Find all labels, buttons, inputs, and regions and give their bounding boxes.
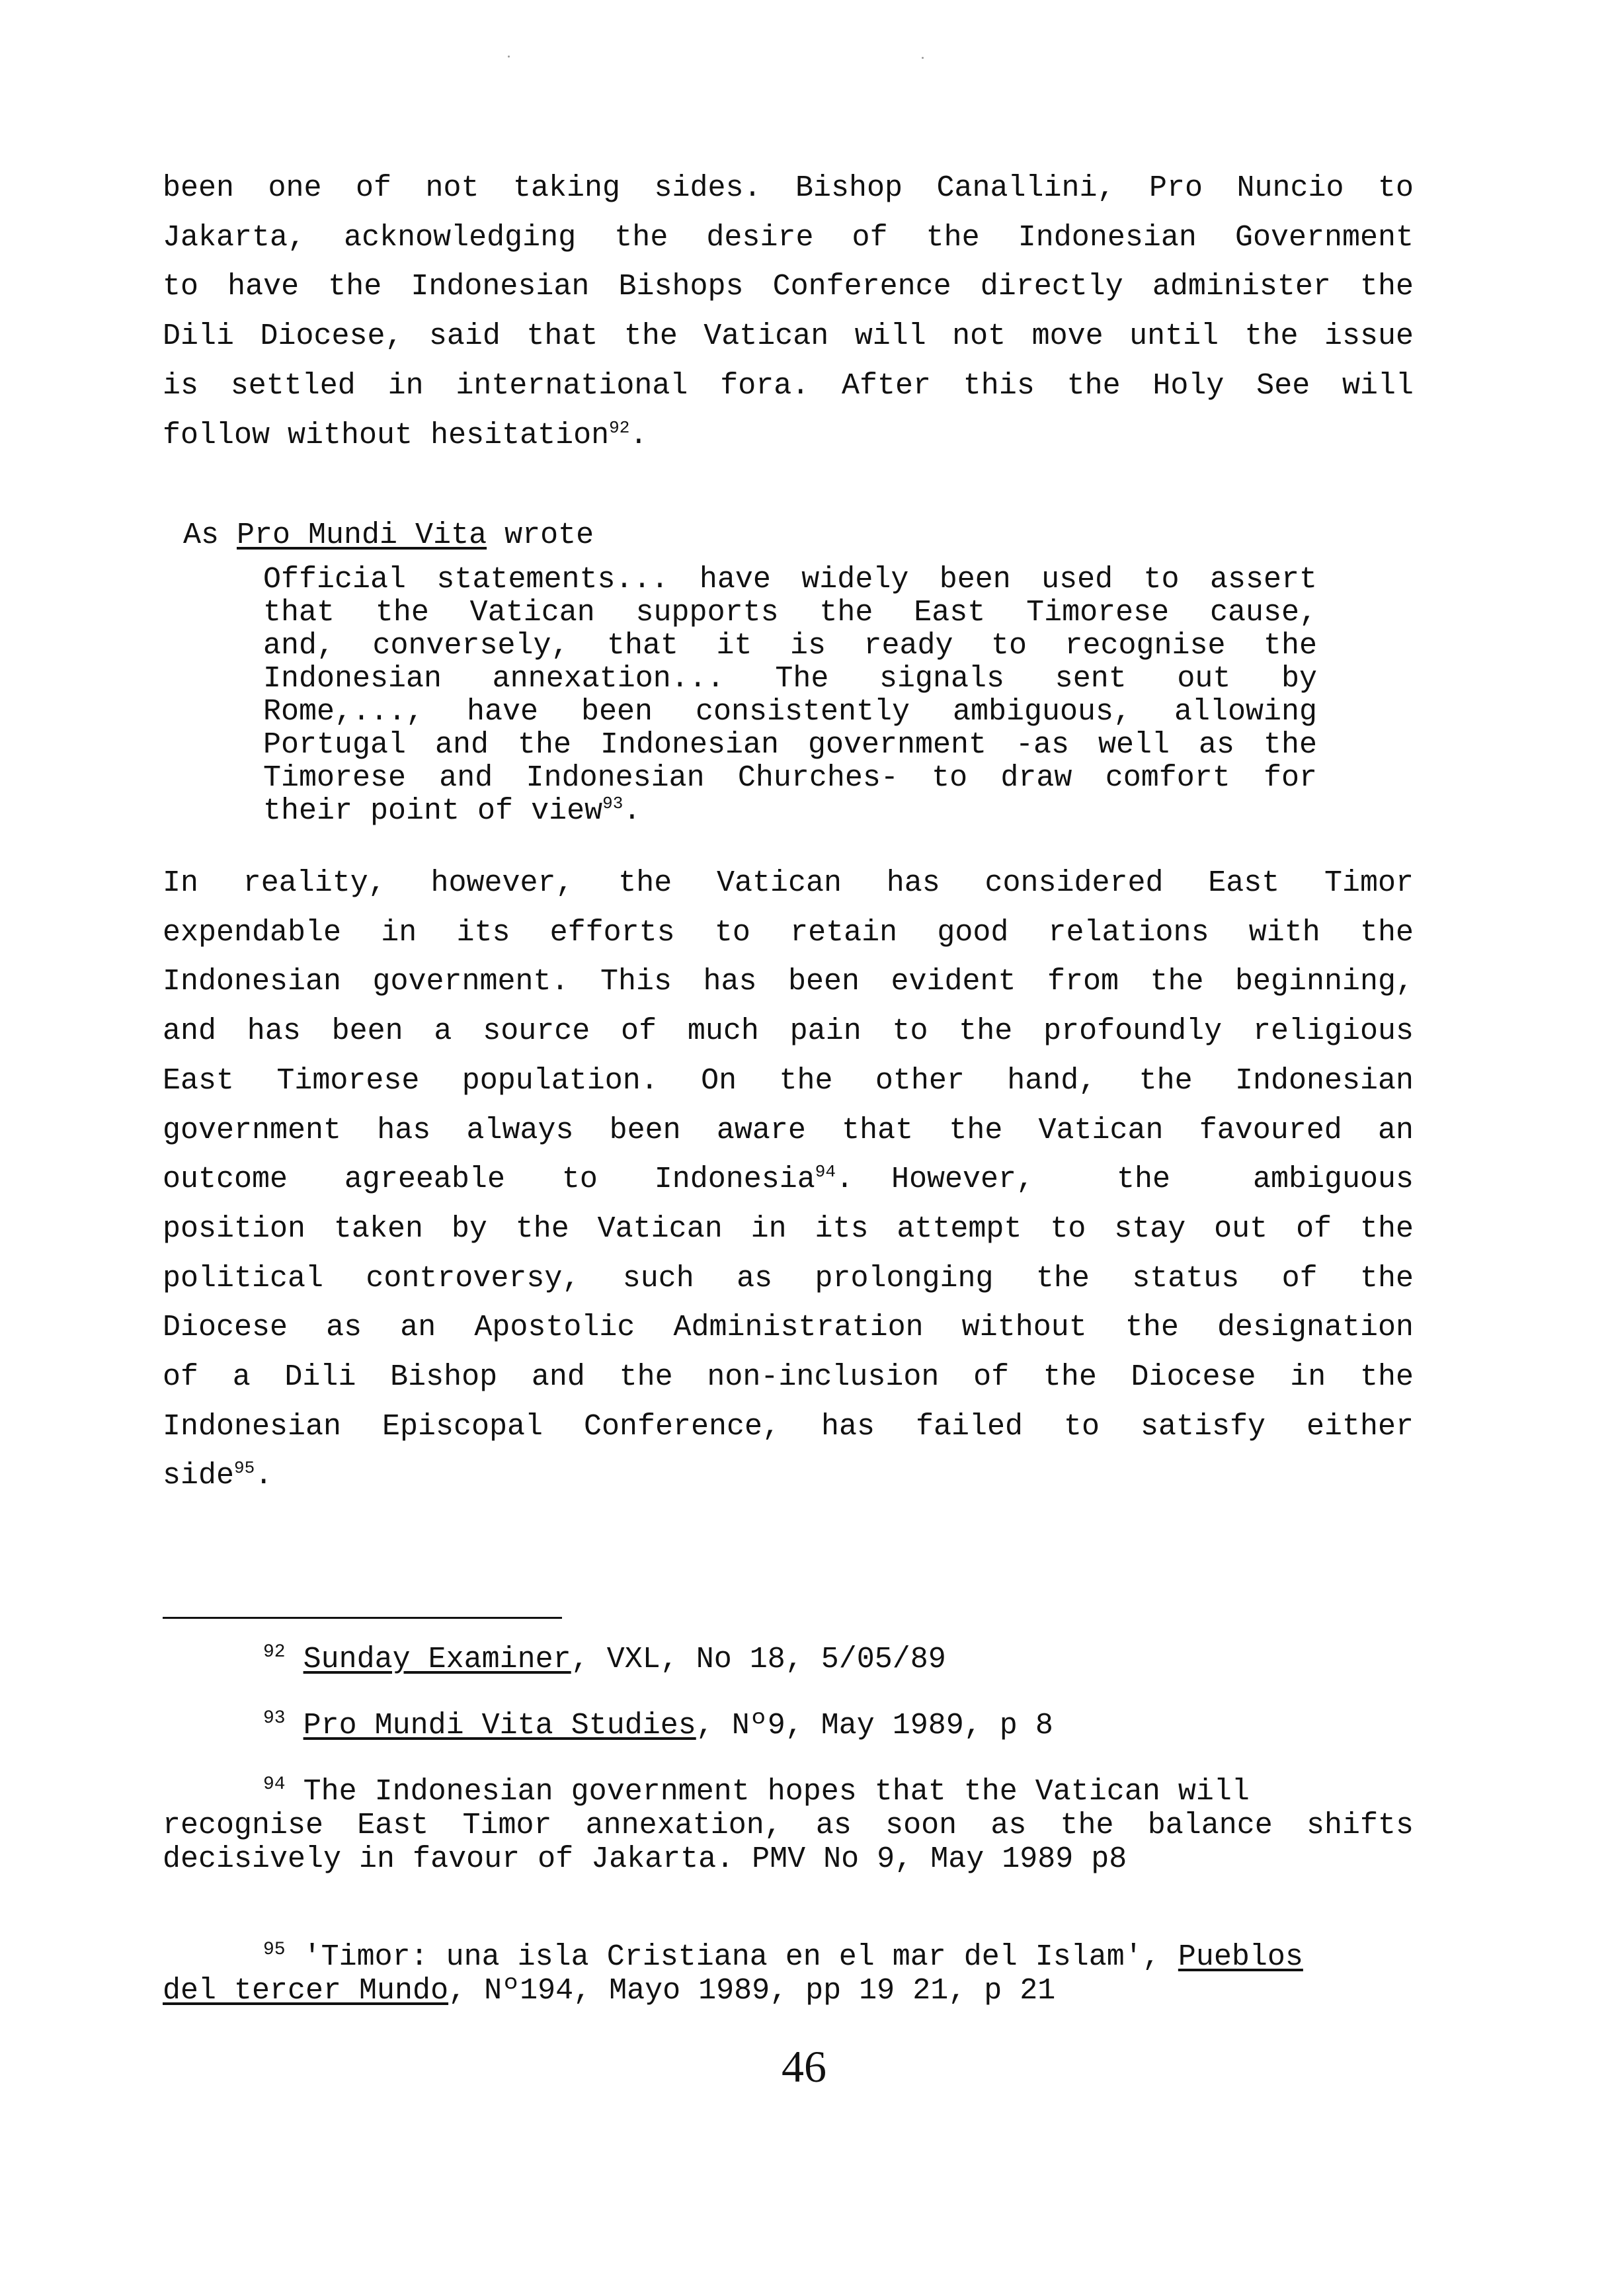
text-fragment [891,1155,1414,1205]
text-line: Indonesian Episcopal Conference, has failed to satisfy either [163,1409,1414,1444]
quote-line [263,795,1317,828]
text-fragment: their point of view [263,794,603,828]
word: ambiguous [1252,1163,1414,1197]
quote-line: that the Vatican supports the East Timorese cause, [263,596,1317,630]
footnote-95 [163,1940,1414,2008]
footnote-number: 95 [263,1940,286,1960]
quote-line: Timorese and Indonesian Churches- to draw comfort for [263,761,1317,795]
text-line: Jakarta, acknowledging the desire of the Indonesian Government [163,220,1414,255]
footnote-line [263,1643,946,1676]
word: Indonesia$^{94}$. [654,1162,854,1197]
text-fragment: . [623,794,641,828]
text-fragment: , Nº194, Mayo 1989, pp 19 21, p 21 [448,1974,1056,2008]
text-line: been one of not taking sides. Bishop Canallini, Pro Nuncio to [163,171,1414,205]
footnote-line: recognise East Timor annexation, as soon as the balance shifts [163,1809,1414,1842]
text-fragment: . [255,1459,273,1493]
text-line: Indonesian government. This has been evident from the beginning, [163,965,1414,999]
source-title: Sunday Examiner [303,1643,571,1676]
text-line: position taken by the Vatican in its attempt to stay out of the [163,1211,1414,1246]
footnote-94 [163,1775,1414,1876]
source-title: Pro Mundi Vita Studies [303,1709,696,1742]
quote-intro [183,516,594,555]
footnote-number: 92 [263,1642,286,1662]
word: outcome [163,1163,288,1197]
text-fragment: side [163,1459,235,1493]
page-number: 46 [782,2041,826,2092]
quote-line: Portugal and the Indonesian government -as well as the [263,728,1317,762]
text-line: of a Dili Bishop and the non-inclusion of the Diocese in the [163,1360,1414,1395]
footnote-number: 94 [263,1774,286,1795]
footnote-ref-95[interactable]: 95 [234,1458,255,1479]
block-quote [263,563,1317,828]
paragraph-1 [163,164,1414,460]
source-title: del tercer Mundo [163,1974,449,2008]
text-fragment: As [183,518,237,552]
text-line [163,1155,1414,1205]
text-fragment: , VXL, No 18, 5/05/89 [571,1643,946,1676]
text-fragment [163,1155,854,1205]
word: the [1116,1163,1170,1197]
text-line: is settled in international fora. After this the Holy See will [163,368,1414,403]
paragraph-2 [163,859,1414,1501]
quote-line: Official statements... have widely been used to assert [263,563,1317,596]
text-line [163,411,1414,461]
footnote-line [163,1775,1414,1809]
text-line [163,1452,1414,1501]
text-line: Diocese as an Apostolic Administration without the designation [163,1311,1414,1345]
text-fragment: wrote [487,518,594,552]
word: However, [891,1163,1035,1197]
footnote-ref-94[interactable]: 94 [815,1162,836,1182]
quote-line: Indonesian annexation... The signals sent out by [263,662,1317,696]
footnote-line: decisively in favour of Jakarta. PMV No 9, May 1989 p8 [163,1842,1127,1876]
footnote-divider [163,1617,562,1619]
text-fragment: follow without hesitation [163,418,610,452]
word: agreeable [344,1163,505,1197]
text-line: East Timorese population. On the other hand, the Indonesian [163,1063,1414,1098]
text-line: to have the Indonesian Bishops Conference directly administer the [163,270,1414,304]
footnote-line [163,1940,1414,1974]
footnote-ref-93[interactable]: 93 [602,794,623,813]
footnote-93 [263,1709,1053,1742]
text-fragment: , Nº9, May 1989, p 8 [696,1709,1053,1742]
footnote-ref-92[interactable]: 92 [609,417,630,438]
text-line: expendable in its efforts to retain good relations with the [163,915,1414,950]
quote-line: Rome,..., have been consistently ambiguous, allowing [263,695,1317,729]
quote-line: and, conversely, that it is ready to recognise the [263,629,1317,663]
text-fragment: . [629,418,648,452]
source-title: Pueblos [1178,1940,1303,1974]
footnote-number: 93 [263,1708,286,1729]
text-line: and has been a source of much pain to the profoundly religious [163,1014,1414,1049]
text-line: Dili Diocese, said that the Vatican will not move until the issue [163,319,1414,354]
footnote-line [263,1709,1053,1742]
text-line: In reality, however, the Vatican has considered East Timor [163,866,1414,900]
word: to [561,1163,598,1197]
text-line: political controversy, such as prolonging the status of the [163,1261,1414,1295]
footnote-line [163,1974,1414,2008]
source-title: Pro Mundi Vita [237,518,487,552]
footnote-92 [263,1643,946,1676]
text-fragment: The Indonesian government hopes that the Vatican will [285,1775,1250,1809]
text-fragment: 'Timor: una isla Cristiana en el mar del Islam', [285,1940,1178,1974]
text-line: government has always been aware that the Vatican favoured an [163,1113,1414,1147]
